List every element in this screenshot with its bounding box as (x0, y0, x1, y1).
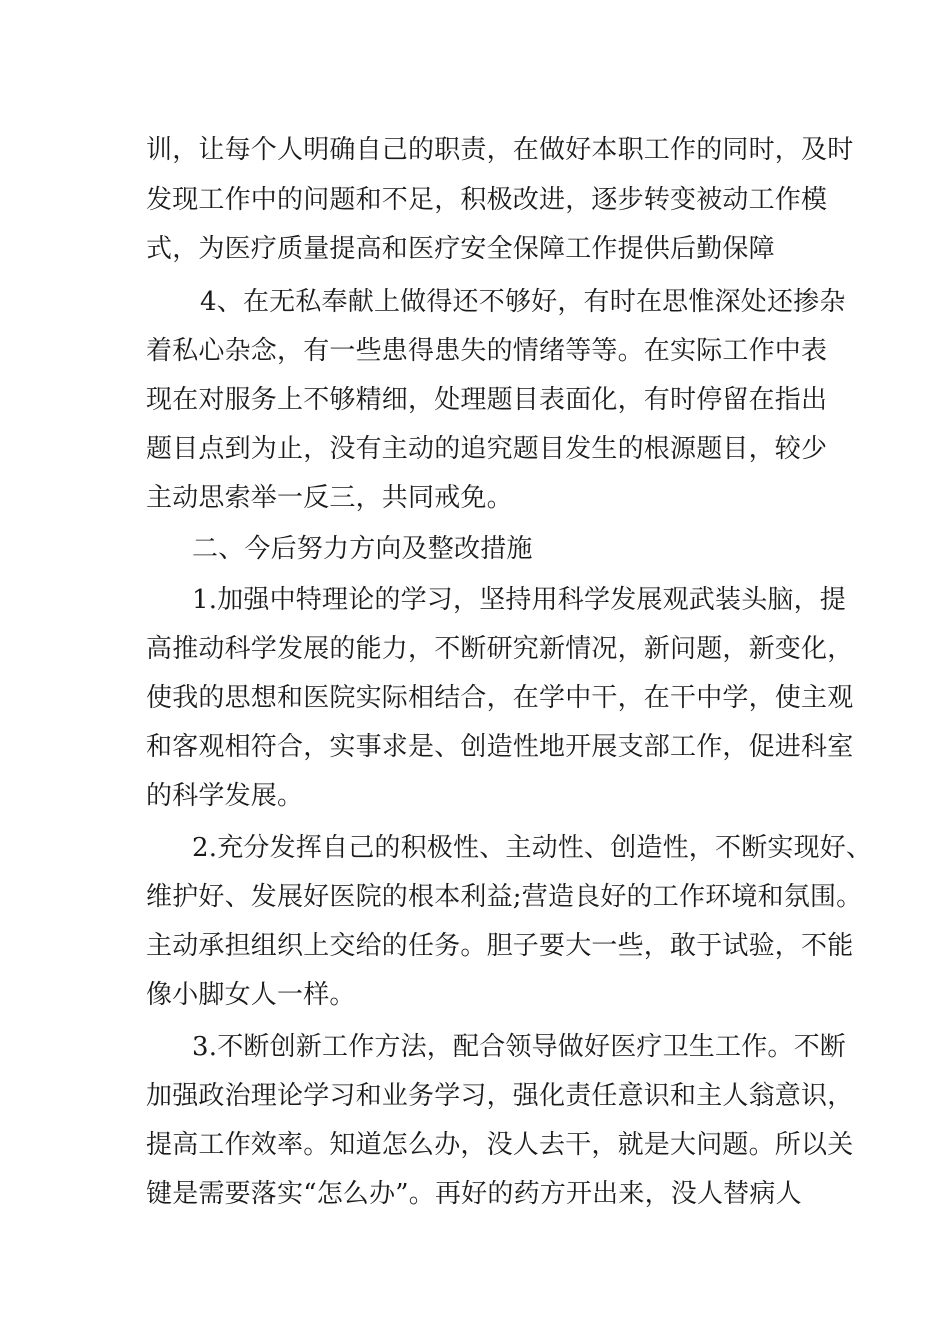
text-line: 高推动科学发展的能力，不断研究新情况，新问题，新变化， (146, 634, 854, 664)
text-line: 使我的思想和医院实际相结合，在学中干，在干中学，使主观 (146, 683, 854, 713)
text-line: 现在对服务上不够精细，处理题目表面化，有时停留在指出 (146, 385, 828, 415)
text-line: 键是需要落实“怎么办”。再好的药方开出来，没人替病人 (146, 1179, 802, 1209)
text-line: 主动承担组织上交给的任务。胆子要大一些，敢于试验，不能 (146, 931, 854, 961)
text-line: 提高工作效率。知道怎么办，没人去干，就是大问题。所以关 (146, 1130, 854, 1160)
section-heading: 二、今后努力方向及整改措施 (192, 534, 533, 564)
text-line: 维护好、发展好医院的根本利益;营造良好的工作环境和氛围。 (146, 882, 863, 912)
text-line: 训，让每个人明确自己的职责，在做好本职工作的同时，及时 (146, 135, 854, 165)
text-line: 发现工作中的问题和不足，积极改进，逐步转变被动工作模 (146, 185, 828, 215)
text-line: 的科学发展。 (146, 781, 304, 811)
text-line: 主动思索举一反三，共同戒免。 (146, 483, 513, 513)
text-line: 题目点到为止，没有主动的追究题目发生的根源题目，较少 (146, 434, 828, 464)
text-line: 像小脚女人一样。 (146, 980, 356, 1010)
text-line: 4、在无私奉献上做得还不够好，有时在思惟深处还掺杂 (200, 287, 846, 317)
text-line: 3.不断创新工作方法，配合领导做好医疗卫生工作。不断 (192, 1032, 847, 1062)
text-line: 1.加强中特理论的学习，坚持用科学发展观武装头脑，提 (192, 585, 847, 615)
text-line: 式，为医疗质量提高和医疗安全保障工作提供后勤保障 (146, 234, 775, 264)
text-line: 加强政治理论学习和业务学习，强化责任意识和主人翁意识， (146, 1081, 854, 1111)
text-line: 2.充分发挥自己的积极性、主动性、创造性，不断实现好、 (192, 833, 873, 863)
text-line: 和客观相符合，实事求是、创造性地开展支部工作，促进科室 (146, 732, 854, 762)
text-line: 着私心杂念，有一些患得患失的情绪等等。在实际工作中表 (146, 336, 828, 366)
